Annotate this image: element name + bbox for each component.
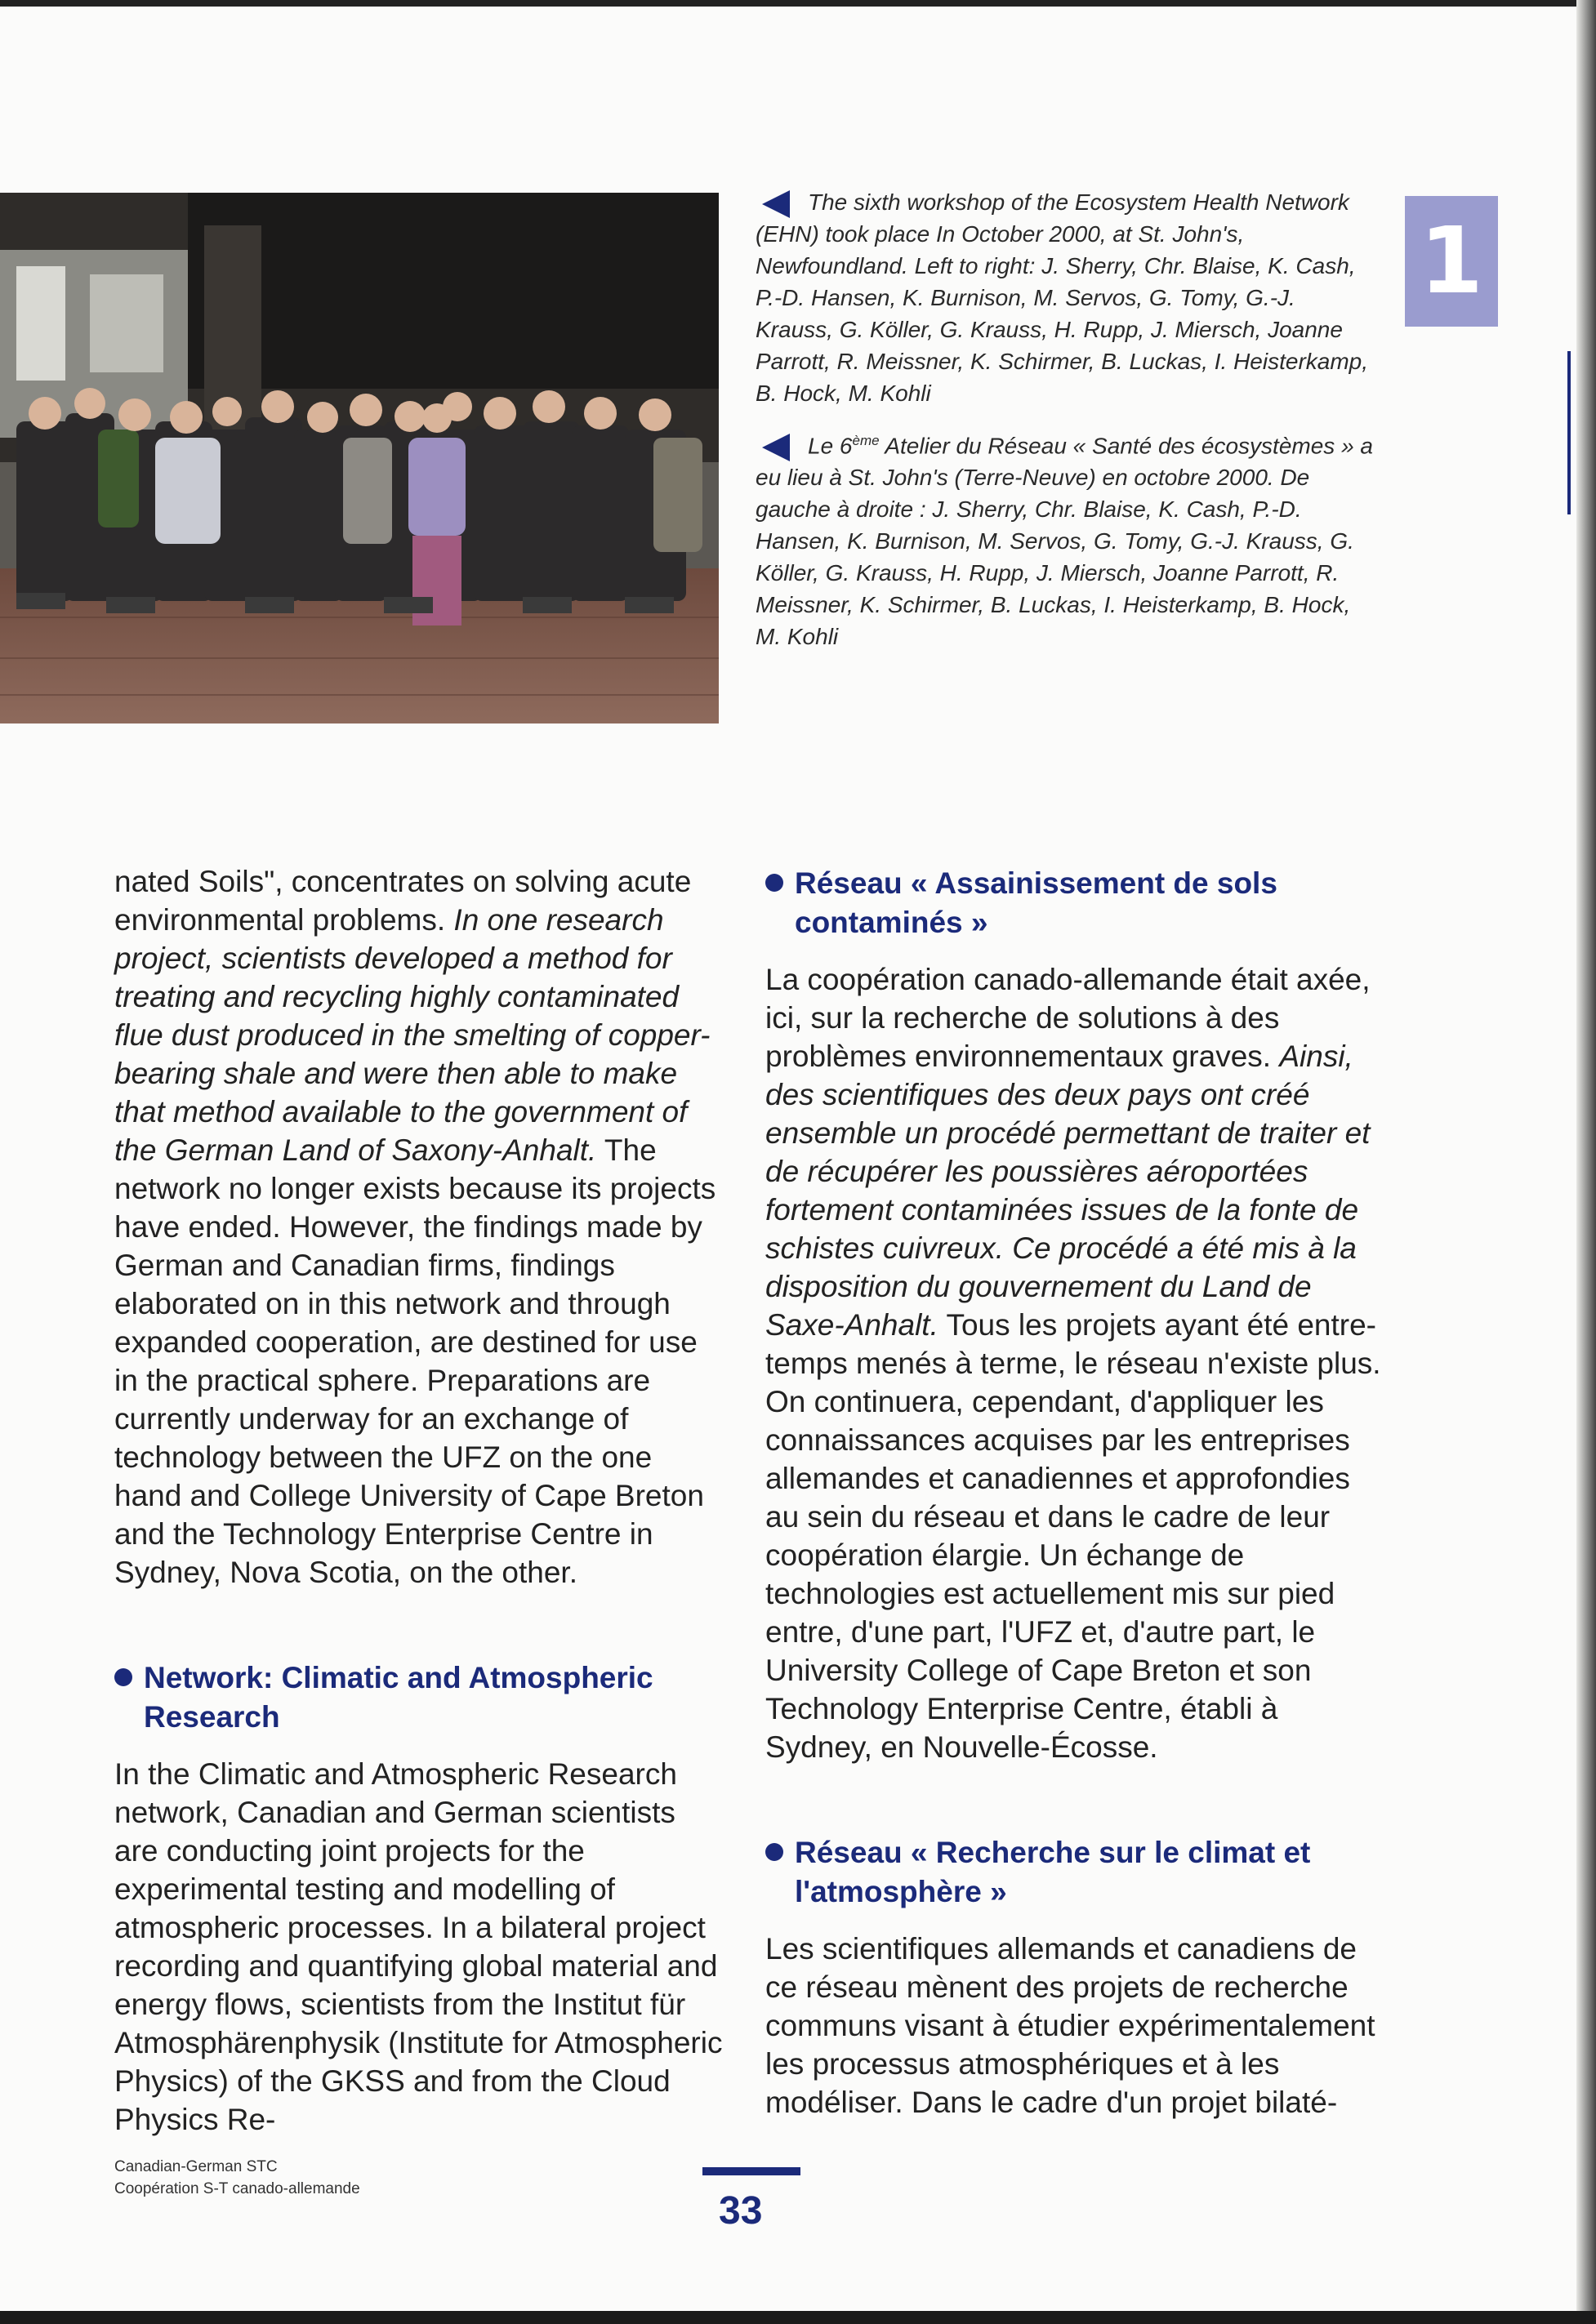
caption-english bbox=[756, 186, 1376, 409]
chapter-tab bbox=[1405, 196, 1498, 327]
french-column bbox=[765, 864, 1386, 2121]
page-top-edge bbox=[0, 0, 1596, 7]
heading-climatic-network bbox=[114, 1658, 727, 1737]
english-column bbox=[114, 862, 727, 2139]
text-run: nated Soils", concentrates on solving acute environmental problems. bbox=[114, 865, 692, 937]
italic-text-run: Ainsi, des scientifiques des deux pays ont créé ensemble un procédé permettant de traiter et de récupérer les poussières aéroportées fortement contaminées issues de la fonte de schistes cuivreux. Ce procédé a été mis à la disposition du gouvernement du Land de Saxe-Anhalt. bbox=[765, 1040, 1371, 1342]
group-photo bbox=[0, 193, 719, 723]
text-run: The network no longer exists because its projects have ended. However, the findings made by German and Canadian firms, findings elaborated on in this network and through expanded cooperation, are destined for use in the practical sphere. Preparations are currently underway for an exchange of technology between the UFZ on the one hand and College University of Cape Breton and the Technology Enterprise Centre in Sydney, Nova Scotia, on the other. bbox=[114, 1133, 716, 1589]
caption-french-superscript: ème bbox=[852, 433, 880, 448]
page-number: 33 bbox=[719, 2189, 763, 2233]
french-paragraph-2: Les scientifiques allemands et canadiens de ce réseau mènent des projets de recherche communs visant à étudier expérimentalement les processus atmosphériques et à les modéliser. Dans le cadre d'un projet bilaté- bbox=[765, 1932, 1375, 2119]
page-bottom-edge bbox=[0, 2311, 1596, 2324]
caption-french bbox=[756, 425, 1376, 652]
heading-soils-network bbox=[765, 864, 1386, 942]
bullet-icon bbox=[765, 1843, 783, 1861]
french-paragraph-1 bbox=[765, 960, 1386, 1766]
heading-text-continued: contaminés » bbox=[795, 906, 988, 939]
footer-line-english: Canadian-German STC bbox=[114, 2158, 278, 2175]
heading-climate-network bbox=[765, 1833, 1386, 1912]
caption-arrow-icon bbox=[762, 434, 790, 461]
group-photo-image bbox=[0, 193, 719, 723]
heading-text: Réseau « Assainissement de sols bbox=[795, 866, 1277, 900]
text-run: Tous les projets ayant été entre-temps menés à terme, le réseau n'existe plus. On continuera, cependant, d'appliquer les connaissances acquises par les entreprises allemandes et canadiennes et approfondies au sein du réseau et dans le cadre de leur coopération élargie. Un échange de technologies est actuellement mis sur pied entre, d'une part, l'UFZ et, d'autre part, le University College of Cape Breton et son Technology Enterprise Centre, établi à Sydney, en Nouvelle-Écosse. bbox=[765, 1308, 1381, 1764]
italic-text-run: In one research project, scientists developed a method for treating and recycling highly contaminated flue dust produced in the smelting of copper-bearing shale and were then able to make that method available to the government of the German Land of Saxony-Anhalt. bbox=[114, 903, 711, 1167]
heading-text-continued: Research bbox=[144, 1700, 280, 1734]
english-paragraph-1 bbox=[114, 862, 727, 1592]
page-number-rule bbox=[702, 2167, 800, 2175]
footer-line-french: Coopération S-T canado-allemande bbox=[114, 2180, 360, 2197]
caption-arrow-icon bbox=[762, 190, 790, 218]
margin-rule bbox=[1567, 351, 1571, 514]
text-run: La coopération canado-allemande était axée, ici, sur la recherche de solutions à des problèmes environnementaux graves. bbox=[765, 963, 1371, 1073]
chapter-number: 1 bbox=[1420, 208, 1483, 314]
heading-text-continued: l'atmosphère » bbox=[795, 1875, 1007, 1908]
heading-text: Network: Climatic and Atmospheric bbox=[144, 1661, 653, 1694]
english-paragraph-2: In the Climatic and Atmospheric Research network, Canadian and German scientists are conducting joint projects for the experimental testing and modelling of atmospheric processes. In a bilateral project recording and quantifying global material and energy flows, scientists from the Institut für Atmosphärenphysik (Institute for Atmospheric Physics) of the GKSS and from the Cloud Physics Re- bbox=[114, 1757, 723, 2136]
page-right-edge bbox=[1576, 0, 1596, 2324]
heading-text: Réseau « Recherche sur le climat et bbox=[795, 1836, 1311, 1869]
bullet-icon bbox=[114, 1668, 132, 1686]
caption-french-prefix: Le 6 bbox=[808, 433, 853, 459]
caption-english-text: The sixth workshop of the Ecosystem Health Network (EHN) took place In October 2000, at St. John's, Newfoundland. Left to right: J. Sherry, Chr. Blaise, K. Cash, P.-D. Hansen, K. Burnison, M. Servos, G. Tomy, G.-J. Krauss, G. Köller, G. Krauss, H. Rupp, J. Miersch, Joanne Parrott, R. Meissner, K. Schirmer, B. Luckas, I. Heisterkamp, B. Hock, M. Kohli bbox=[756, 189, 1369, 406]
caption-french-text: Atelier du Réseau « Santé des écosystèmes » a eu lieu à St. John's (Terre-Neuve) en octobre 2000. De gauche à droite : J. Sherry, Chr. Blaise, K. Cash, P.-D. Hansen, K. Burnison, M. Servos, G. Tomy, G.-J. Krauss, G. Köller, G. Krauss, H. Rupp, J. Miersch, Joanne Parrott, R. Meissner, K. Schirmer, B. Luckas, I. Heisterkamp, B. Hock, M. Kohli bbox=[756, 433, 1373, 650]
bullet-icon bbox=[765, 874, 783, 892]
